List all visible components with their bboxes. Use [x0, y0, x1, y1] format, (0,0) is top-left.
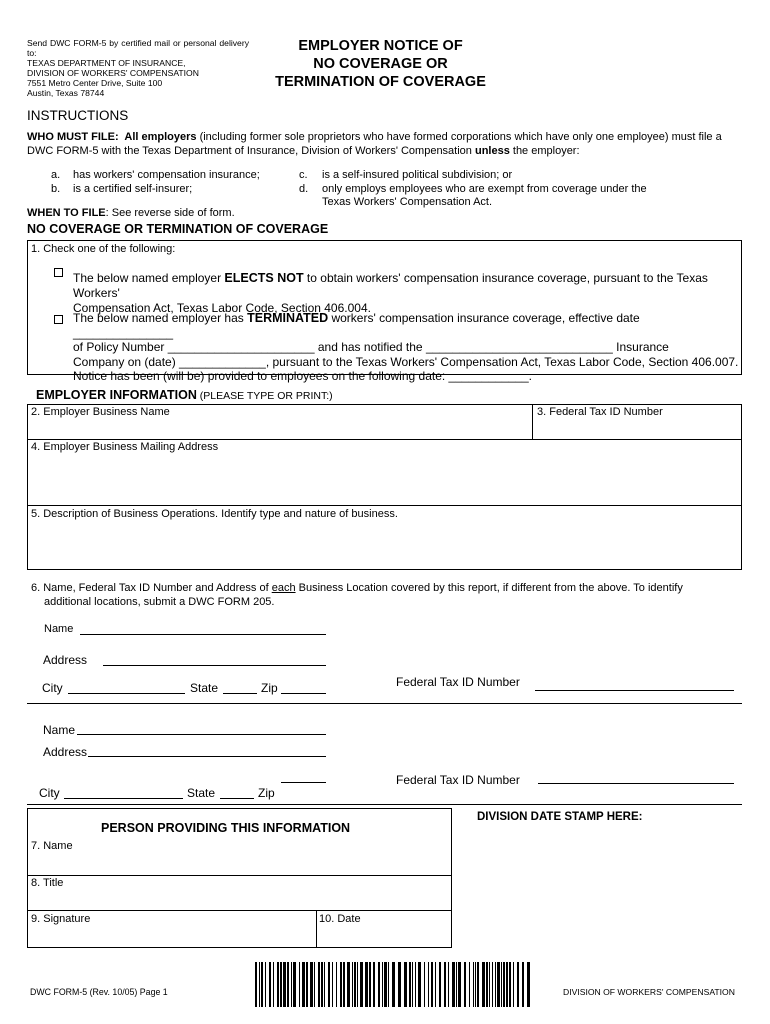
- exemption-item: b.: [51, 183, 61, 195]
- barcode-bar: [291, 962, 292, 1007]
- person-title-field[interactable]: 8. Title: [31, 877, 64, 889]
- date-field[interactable]: 10. Date: [319, 913, 361, 925]
- signature-field[interactable]: 9. Signature: [31, 913, 91, 925]
- mailing-address-field[interactable]: 4. Employer Business Mailing Address: [31, 441, 219, 453]
- location-2-zip-label: Zip: [258, 786, 275, 800]
- employer-box: [27, 404, 742, 570]
- location-2-address-label: Address: [43, 745, 88, 759]
- barcode-bar: [336, 962, 337, 1007]
- locations-instructions: 6. Name, Federal Tax ID Number and Address of each Business Location covered by this report, if different from the above. To identify additional locations, submit a DWC FORM 205.: [31, 582, 683, 608]
- mailing-address: [27, 38, 249, 99]
- barcode-bar: [404, 962, 407, 1007]
- barcode-bar: [352, 962, 353, 1007]
- exemption-text: is a self-insured political subdivision; or: [322, 169, 513, 181]
- barcode-bar: [412, 962, 413, 1007]
- location-1-zip-label: Zip: [261, 681, 278, 695]
- barcode-bar: [259, 962, 260, 1007]
- who-text: (including former sole proprietors who have formed corporations which have only one employee) must file a DWC FORM-5 with the Texas Department of Insurance, Division of Workers' Compensation: [27, 131, 722, 157]
- elects-not-checkbox[interactable]: [54, 268, 63, 277]
- barcode-bar: [283, 962, 286, 1007]
- barcode-bar: [424, 962, 425, 1007]
- location-2-state-input[interactable]: [220, 798, 254, 799]
- barcode-bar: [469, 962, 470, 1007]
- division-footer: DIVISION OF WORKERS' COMPENSATION: [563, 987, 735, 997]
- barcode-bar: [473, 962, 474, 1007]
- person-name-field[interactable]: 7. Name: [31, 840, 73, 852]
- barcode-bar: [360, 962, 363, 1007]
- when-to-file: WHEN TO FILE: See reverse side of form.: [27, 207, 235, 219]
- exemption-text: Texas Workers' Compensation Act.: [322, 196, 493, 208]
- barcode-bar: [492, 962, 493, 1007]
- location-1-zip-input[interactable]: [281, 693, 326, 694]
- who-bold: All employers: [124, 131, 197, 143]
- barcode-bar: [299, 962, 300, 1007]
- title-line: NO COVERAGE OR: [313, 55, 448, 72]
- barcode-bar: [347, 962, 350, 1007]
- barcode-bar: [277, 962, 279, 1007]
- barcode-bar: [357, 962, 358, 1007]
- barcode-bar: [340, 962, 342, 1007]
- barcode-bar: [369, 962, 371, 1007]
- barcode-bar: [503, 962, 505, 1007]
- barcode-bar: [287, 962, 289, 1007]
- location-1-name-input[interactable]: [80, 634, 326, 635]
- barcode-bar: [273, 962, 274, 1007]
- barcode-bar: [384, 962, 387, 1007]
- barcode-bar: [343, 962, 345, 1007]
- address-line: 7551 Metro Center Drive, Suite 100: [27, 78, 163, 89]
- barcode-bar: [354, 962, 356, 1007]
- location-1-state-label: State: [190, 681, 219, 695]
- barcode-bar: [261, 962, 263, 1007]
- barcode-bar: [328, 962, 330, 1007]
- address-line: Austin, Texas 78744: [27, 88, 105, 99]
- elects-not-text: The below named employer ELECTS NOT to obtain workers' compensation insurance coverage, pursuant to the Texas Workers' Compensation Act, Texas Labor Code, Section 406.004.: [73, 271, 708, 315]
- federal-tax-id-field[interactable]: 3. Federal Tax ID Number: [537, 406, 663, 418]
- barcode-bar: [265, 962, 266, 1007]
- form-title: [258, 38, 503, 91]
- form-id: DWC FORM-5 (Rev. 10/05) Page 1: [30, 987, 168, 997]
- barcode-bar: [293, 962, 296, 1007]
- barcode-bar: [482, 962, 485, 1007]
- location-1-city-label: City: [42, 681, 63, 695]
- barcode-bar: [497, 962, 500, 1007]
- location-1-address-input[interactable]: [103, 665, 326, 666]
- barcode-bar: [306, 962, 308, 1007]
- exemption-text: has workers' compensation insurance;: [73, 169, 260, 181]
- barcode-graphic: [255, 962, 531, 1007]
- title-line: TERMINATION OF COVERAGE: [275, 73, 486, 90]
- location-2-state-label: State: [187, 786, 216, 800]
- location-2-address-input[interactable]: [88, 756, 326, 757]
- barcode-bar: [324, 962, 325, 1007]
- date-stamp-label: DIVISION DATE STAMP HERE:: [477, 811, 643, 823]
- barcode-bar: [388, 962, 389, 1007]
- barcode-bar: [477, 962, 479, 1007]
- instructions-heading: INSTRUCTIONS: [27, 108, 129, 123]
- location-1-state-input[interactable]: [223, 693, 257, 694]
- business-name-field[interactable]: 2. Employer Business Name: [31, 406, 170, 418]
- who-text-2: the employer:: [509, 145, 580, 157]
- barcode-bar: [486, 962, 488, 1007]
- barcode-bar: [448, 962, 449, 1007]
- terminated-checkbox[interactable]: [54, 315, 63, 324]
- exemption-item: c.: [299, 169, 308, 181]
- barcode-bar: [373, 962, 375, 1007]
- terminated-text: The below named employer has TERMINATED workers' compensation insurance coverage, effective date _______________ of Policy Number ______________________ and has notified the ____________________________ Insurance Company on (date) _____________, pursuant to the Texas Workers' Compensation Act, Texas Labor Code, Section 406.007. Notice has been (will be) provided to employees on the following date: ____________.: [73, 311, 739, 383]
- exemption-item: d.: [299, 183, 309, 195]
- barcode-bar: [456, 962, 457, 1007]
- title-line: EMPLOYER NOTICE OF: [298, 38, 463, 54]
- barcode-bar: [318, 962, 320, 1007]
- barcode-bar: [415, 962, 416, 1007]
- exemption-text: is a certified self-insurer;: [73, 183, 193, 195]
- barcode: [255, 962, 531, 1007]
- barcode-bar: [489, 962, 490, 1007]
- barcode-bar: [382, 962, 383, 1007]
- business-description-field[interactable]: 5. Description of Business Operations. Identify type and nature of business.: [31, 508, 398, 520]
- barcode-bar: [509, 962, 511, 1007]
- barcode-bar: [464, 962, 466, 1007]
- barcode-bar: [269, 962, 271, 1007]
- barcode-bar: [431, 962, 433, 1007]
- location-1-address-label: Address: [43, 653, 88, 667]
- barcode-bar: [439, 962, 441, 1007]
- employer-heading: EMPLOYER INFORMATION (PLEASE TYPE OR PRINT:): [36, 388, 333, 402]
- barcode-bar: [409, 962, 411, 1007]
- barcode-bar: [501, 962, 502, 1007]
- barcode-bar: [527, 962, 530, 1007]
- barcode-bar: [475, 962, 476, 1007]
- address-line: TEXAS DEPARTMENT OF INSURANCE,: [27, 58, 186, 69]
- who-must-file: WHO MUST FILE: All employers (including former sole proprietors who have formed corporations which have only one employee) must file a DWC FORM-5 with the Texas Department of Insurance, Division of Workers' Compensation unless the employer:: [27, 131, 722, 157]
- coverage-heading: NO COVERAGE OR TERMINATION OF COVERAGE: [27, 222, 329, 236]
- barcode-bar: [418, 962, 421, 1007]
- location-1-fein-label: Federal Tax ID Number: [396, 675, 520, 689]
- location-2-fein-label: Federal Tax ID Number: [396, 773, 520, 787]
- who-label: WHO MUST FILE: [27, 131, 115, 143]
- barcode-bar: [378, 962, 380, 1007]
- barcode-bar: [255, 962, 257, 1007]
- person-heading: PERSON PROVIDING THIS INFORMATION: [101, 821, 351, 835]
- who-unless: unless: [474, 145, 510, 157]
- barcode-bar: [522, 962, 524, 1007]
- barcode-bar: [314, 962, 315, 1007]
- location-2-name-input[interactable]: [77, 734, 326, 735]
- location-2-city-input[interactable]: [64, 798, 183, 799]
- address-line: Send DWC FORM-5 by certified mail or personal delivery to:: [27, 38, 249, 59]
- barcode-bar: [452, 962, 455, 1007]
- check-one-label: 1. Check one of the following:: [31, 243, 176, 255]
- location-1-city-input[interactable]: [68, 693, 185, 694]
- barcode-bar: [506, 962, 508, 1007]
- barcode-bar: [513, 962, 514, 1007]
- barcode-bar: [365, 962, 368, 1007]
- barcode-bar: [302, 962, 305, 1007]
- barcode-bar: [495, 962, 496, 1007]
- location-1-name-label: Name: [44, 623, 74, 635]
- location-1-fein-input[interactable]: [535, 690, 734, 691]
- barcode-bar: [332, 962, 333, 1007]
- barcode-bar: [280, 962, 282, 1007]
- address-line: DIVISION OF WORKERS' COMPENSATION: [27, 68, 199, 79]
- barcode-bar: [458, 962, 461, 1007]
- barcode-bar: [517, 962, 519, 1007]
- barcode-bar: [428, 962, 429, 1007]
- barcode-bar: [444, 962, 446, 1007]
- exemption-item: a.: [51, 169, 61, 181]
- location-2-fein-input[interactable]: [538, 783, 734, 784]
- barcode-bar: [392, 962, 395, 1007]
- barcode-bar: [398, 962, 401, 1007]
- exemption-text: only employs employees who are exempt from coverage under the: [322, 183, 647, 195]
- location-2-name-label: Name: [43, 723, 76, 737]
- barcode-bar: [310, 962, 313, 1007]
- barcode-bar: [321, 962, 323, 1007]
- barcode-bar: [435, 962, 436, 1007]
- location-2-city-label: City: [39, 786, 60, 800]
